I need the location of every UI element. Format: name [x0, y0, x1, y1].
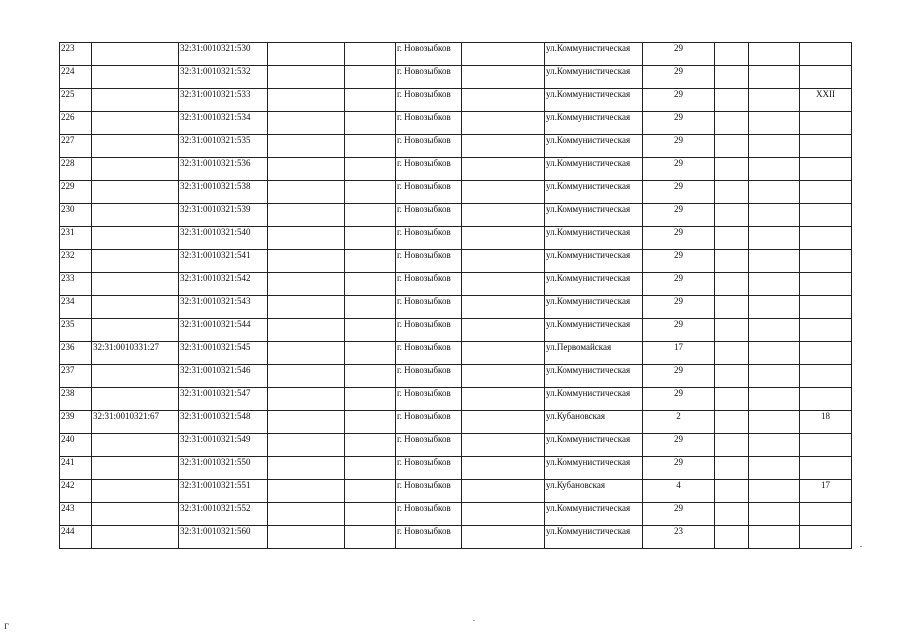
empty-cell — [268, 227, 345, 250]
empty-cell — [462, 480, 545, 503]
table-row — [60, 342, 852, 365]
empty-cell — [268, 365, 345, 388]
row-number: 224 — [60, 66, 92, 89]
empty-cell — [268, 342, 345, 365]
empty-cell — [268, 457, 345, 480]
street-name: ул.Коммунистическая — [545, 250, 643, 273]
cadastral-number: 32:31:0010321:543 — [179, 296, 268, 319]
empty-cell — [715, 204, 749, 227]
table-row — [60, 388, 852, 411]
street-name: ул.Коммунистическая — [545, 388, 643, 411]
extra-value — [800, 388, 852, 411]
city-name: г. Новозыбков — [396, 342, 462, 365]
house-number: 29 — [643, 43, 715, 66]
empty-cell — [268, 250, 345, 273]
table-row — [60, 296, 852, 319]
cadastral-number: 32:31:0010321:552 — [179, 503, 268, 526]
empty-cell — [268, 135, 345, 158]
extra-value — [800, 457, 852, 480]
extra-value — [800, 342, 852, 365]
house-number: 29 — [643, 319, 715, 342]
house-number: 2 — [643, 411, 715, 434]
extra-value — [800, 250, 852, 273]
empty-cell — [715, 181, 749, 204]
cadastral-number: 32:31:0010321:549 — [179, 434, 268, 457]
table-row — [60, 43, 852, 66]
empty-cell — [345, 135, 396, 158]
street-name: ул.Коммунистическая — [545, 365, 643, 388]
empty-cell — [749, 296, 800, 319]
row-number: 242 — [60, 480, 92, 503]
extra-value — [800, 273, 852, 296]
empty-cell — [462, 411, 545, 434]
cadastral-number: 32:31:0010321:536 — [179, 158, 268, 181]
row-number: 230 — [60, 204, 92, 227]
empty-cell — [345, 296, 396, 319]
city-name: г. Новозыбков — [396, 365, 462, 388]
empty-cell — [345, 319, 396, 342]
empty-cell — [268, 181, 345, 204]
row-number: 237 — [60, 365, 92, 388]
empty-cell — [345, 342, 396, 365]
city-name: г. Новозыбков — [396, 204, 462, 227]
city-name: г. Новозыбков — [396, 273, 462, 296]
street-name: ул.Коммунистическая — [545, 181, 643, 204]
street-name: ул.Коммунистическая — [545, 526, 643, 549]
extra-value — [800, 112, 852, 135]
cadastral-number: 32:31:0010321:533 — [179, 89, 268, 112]
street-name: ул.Коммунистическая — [545, 503, 643, 526]
cadastral-number: 32:31:0010321:530 — [179, 43, 268, 66]
empty-cell — [715, 411, 749, 434]
empty-cell — [715, 434, 749, 457]
house-number: 29 — [643, 457, 715, 480]
row-number: 243 — [60, 503, 92, 526]
row-number: 226 — [60, 112, 92, 135]
city-name: г. Новозыбков — [396, 319, 462, 342]
row-number: 240 — [60, 434, 92, 457]
table-row — [60, 503, 852, 526]
cadastral-number: 32:31:0010321:544 — [179, 319, 268, 342]
cadastral-number: 32:31:0010321:560 — [179, 526, 268, 549]
empty-cell — [715, 457, 749, 480]
empty-cell — [345, 503, 396, 526]
old-cadastral-number — [92, 181, 179, 204]
empty-cell — [715, 342, 749, 365]
extra-value: 18 — [800, 411, 852, 434]
city-name: г. Новозыбков — [396, 66, 462, 89]
old-cadastral-number — [92, 365, 179, 388]
cadastral-number: 32:31:0010321:535 — [179, 135, 268, 158]
extra-value — [800, 296, 852, 319]
row-number: 225 — [60, 89, 92, 112]
extra-value — [800, 43, 852, 66]
table-row — [60, 158, 852, 181]
empty-cell — [462, 135, 545, 158]
empty-cell — [749, 365, 800, 388]
empty-cell — [715, 526, 749, 549]
empty-cell — [268, 388, 345, 411]
table-row — [60, 89, 852, 112]
table-row — [60, 457, 852, 480]
row-number: 233 — [60, 273, 92, 296]
empty-cell — [345, 388, 396, 411]
house-number: 29 — [643, 296, 715, 319]
house-number: 23 — [643, 526, 715, 549]
empty-cell — [749, 135, 800, 158]
empty-cell — [345, 365, 396, 388]
cadastral-table — [59, 42, 852, 549]
empty-cell — [462, 342, 545, 365]
street-name: ул.Коммунистическая — [545, 434, 643, 457]
old-cadastral-number — [92, 457, 179, 480]
table-body — [60, 43, 852, 549]
empty-cell — [268, 66, 345, 89]
empty-cell — [345, 112, 396, 135]
table-row — [60, 250, 852, 273]
extra-value — [800, 66, 852, 89]
empty-cell — [462, 227, 545, 250]
cadastral-number: 32:31:0010321:545 — [179, 342, 268, 365]
row-number: 234 — [60, 296, 92, 319]
empty-cell — [715, 480, 749, 503]
extra-value — [800, 181, 852, 204]
empty-cell — [345, 457, 396, 480]
street-name: ул.Коммунистическая — [545, 135, 643, 158]
empty-cell — [268, 43, 345, 66]
old-cadastral-number — [92, 204, 179, 227]
old-cadastral-number: 32:31:0010321:67 — [92, 411, 179, 434]
cadastral-number: 32:31:0010321:551 — [179, 480, 268, 503]
table-row — [60, 227, 852, 250]
old-cadastral-number — [92, 434, 179, 457]
cadastral-number: 32:31:0010321:534 — [179, 112, 268, 135]
city-name: г. Новозыбков — [396, 250, 462, 273]
extra-value — [800, 158, 852, 181]
city-name: г. Новозыбков — [396, 112, 462, 135]
house-number: 4 — [643, 480, 715, 503]
old-cadastral-number — [92, 227, 179, 250]
empty-cell — [715, 158, 749, 181]
street-name: ул.Кубановская — [545, 480, 643, 503]
city-name: г. Новозыбков — [396, 158, 462, 181]
cadastral-number: 32:31:0010321:540 — [179, 227, 268, 250]
empty-cell — [268, 319, 345, 342]
old-cadastral-number — [92, 158, 179, 181]
empty-cell — [715, 112, 749, 135]
empty-cell — [749, 89, 800, 112]
extra-value — [800, 227, 852, 250]
table-row — [60, 135, 852, 158]
street-name: ул.Коммунистическая — [545, 89, 643, 112]
empty-cell — [462, 89, 545, 112]
empty-cell — [749, 411, 800, 434]
extra-value — [800, 503, 852, 526]
empty-cell — [462, 457, 545, 480]
empty-cell — [268, 89, 345, 112]
row-number: 228 — [60, 158, 92, 181]
old-cadastral-number — [92, 112, 179, 135]
street-name: ул.Коммунистическая — [545, 227, 643, 250]
old-cadastral-number — [92, 526, 179, 549]
empty-cell — [462, 181, 545, 204]
empty-cell — [749, 66, 800, 89]
table-row — [60, 181, 852, 204]
empty-cell — [345, 411, 396, 434]
row-number: 236 — [60, 342, 92, 365]
margin-mark: г — [4, 618, 9, 632]
table-row — [60, 434, 852, 457]
empty-cell — [462, 66, 545, 89]
house-number: 29 — [643, 89, 715, 112]
extra-value: 17 — [800, 480, 852, 503]
empty-cell — [715, 135, 749, 158]
empty-cell — [268, 503, 345, 526]
empty-cell — [462, 112, 545, 135]
extra-value — [800, 526, 852, 549]
house-number: 29 — [643, 204, 715, 227]
empty-cell — [462, 43, 545, 66]
house-number: 29 — [643, 135, 715, 158]
empty-cell — [268, 411, 345, 434]
old-cadastral-number — [92, 480, 179, 503]
cadastral-number: 32:31:0010321:546 — [179, 365, 268, 388]
city-name: г. Новозыбков — [396, 296, 462, 319]
street-name: ул.Коммунистическая — [545, 112, 643, 135]
table-row — [60, 480, 852, 503]
extra-value — [800, 135, 852, 158]
house-number: 29 — [643, 434, 715, 457]
city-name: г. Новозыбков — [396, 503, 462, 526]
empty-cell — [749, 43, 800, 66]
row-number: 227 — [60, 135, 92, 158]
house-number: 29 — [643, 227, 715, 250]
city-name: г. Новозыбков — [396, 227, 462, 250]
row-number: 241 — [60, 457, 92, 480]
empty-cell — [462, 273, 545, 296]
empty-cell — [345, 227, 396, 250]
empty-cell — [462, 365, 545, 388]
empty-cell — [345, 204, 396, 227]
empty-cell — [715, 503, 749, 526]
table-row — [60, 319, 852, 342]
cadastral-number: 32:31:0010321:538 — [179, 181, 268, 204]
empty-cell — [462, 250, 545, 273]
empty-cell — [749, 434, 800, 457]
house-number: 17 — [643, 342, 715, 365]
empty-cell — [749, 503, 800, 526]
empty-cell — [268, 273, 345, 296]
empty-cell — [462, 388, 545, 411]
old-cadastral-number — [92, 43, 179, 66]
row-number: 223 — [60, 43, 92, 66]
table-row — [60, 273, 852, 296]
row-number: 231 — [60, 227, 92, 250]
table-row — [60, 112, 852, 135]
row-number: 239 — [60, 411, 92, 434]
house-number: 29 — [643, 365, 715, 388]
old-cadastral-number: 32:31:0010331:27 — [92, 342, 179, 365]
empty-cell — [715, 66, 749, 89]
house-number: 29 — [643, 66, 715, 89]
empty-cell — [345, 66, 396, 89]
house-number: 29 — [643, 158, 715, 181]
empty-cell — [749, 273, 800, 296]
table-row — [60, 204, 852, 227]
old-cadastral-number — [92, 250, 179, 273]
street-name: ул.Коммунистическая — [545, 204, 643, 227]
empty-cell — [715, 296, 749, 319]
table-row — [60, 526, 852, 549]
house-number: 29 — [643, 250, 715, 273]
empty-cell — [715, 365, 749, 388]
empty-cell — [345, 250, 396, 273]
city-name: г. Новозыбков — [396, 480, 462, 503]
empty-cell — [462, 503, 545, 526]
street-name: ул.Коммунистическая — [545, 43, 643, 66]
city-name: г. Новозыбков — [396, 388, 462, 411]
street-name: ул.Коммунистическая — [545, 457, 643, 480]
old-cadastral-number — [92, 296, 179, 319]
city-name: г. Новозыбков — [396, 457, 462, 480]
empty-cell — [749, 319, 800, 342]
cadastral-number: 32:31:0010321:547 — [179, 388, 268, 411]
old-cadastral-number — [92, 135, 179, 158]
old-cadastral-number — [92, 388, 179, 411]
old-cadastral-number — [92, 319, 179, 342]
empty-cell — [462, 319, 545, 342]
scan-speck — [860, 546, 862, 547]
empty-cell — [749, 250, 800, 273]
row-number: 232 — [60, 250, 92, 273]
empty-cell — [749, 388, 800, 411]
cadastral-number: 32:31:0010321:532 — [179, 66, 268, 89]
cadastral-number: 32:31:0010321:548 — [179, 411, 268, 434]
row-number: 235 — [60, 319, 92, 342]
empty-cell — [715, 227, 749, 250]
street-name: ул.Коммунистическая — [545, 66, 643, 89]
empty-cell — [462, 296, 545, 319]
street-name: ул.Кубановская — [545, 411, 643, 434]
old-cadastral-number — [92, 503, 179, 526]
street-name: ул.Коммунистическая — [545, 319, 643, 342]
empty-cell — [268, 526, 345, 549]
empty-cell — [268, 204, 345, 227]
scan-speck — [473, 620, 475, 621]
old-cadastral-number — [92, 273, 179, 296]
empty-cell — [345, 434, 396, 457]
street-name: ул.Коммунистическая — [545, 158, 643, 181]
empty-cell — [749, 227, 800, 250]
empty-cell — [345, 89, 396, 112]
city-name: г. Новозыбков — [396, 411, 462, 434]
empty-cell — [749, 480, 800, 503]
row-number: 238 — [60, 388, 92, 411]
city-name: г. Новозыбков — [396, 434, 462, 457]
house-number: 29 — [643, 181, 715, 204]
table-row — [60, 411, 852, 434]
empty-cell — [715, 273, 749, 296]
empty-cell — [749, 457, 800, 480]
table-row — [60, 66, 852, 89]
house-number: 29 — [643, 112, 715, 135]
empty-cell — [749, 342, 800, 365]
empty-cell — [345, 480, 396, 503]
empty-cell — [462, 434, 545, 457]
empty-cell — [749, 204, 800, 227]
empty-cell — [268, 480, 345, 503]
city-name: г. Новозыбков — [396, 43, 462, 66]
empty-cell — [268, 158, 345, 181]
empty-cell — [462, 526, 545, 549]
city-name: г. Новозыбков — [396, 89, 462, 112]
extra-value: XXII — [800, 89, 852, 112]
empty-cell — [345, 158, 396, 181]
house-number: 29 — [643, 388, 715, 411]
city-name: г. Новозыбков — [396, 135, 462, 158]
empty-cell — [268, 112, 345, 135]
street-name: ул.Первомайская — [545, 342, 643, 365]
city-name: г. Новозыбков — [396, 526, 462, 549]
street-name: ул.Коммунистическая — [545, 273, 643, 296]
empty-cell — [462, 204, 545, 227]
house-number: 29 — [643, 503, 715, 526]
row-number: 229 — [60, 181, 92, 204]
empty-cell — [715, 250, 749, 273]
empty-cell — [749, 112, 800, 135]
old-cadastral-number — [92, 66, 179, 89]
empty-cell — [749, 526, 800, 549]
empty-cell — [715, 43, 749, 66]
house-number: 29 — [643, 273, 715, 296]
empty-cell — [268, 434, 345, 457]
table-row — [60, 365, 852, 388]
city-name: г. Новозыбков — [396, 181, 462, 204]
old-cadastral-number — [92, 89, 179, 112]
empty-cell — [345, 526, 396, 549]
extra-value — [800, 204, 852, 227]
row-number: 244 — [60, 526, 92, 549]
extra-value — [800, 365, 852, 388]
empty-cell — [268, 296, 345, 319]
cadastral-number: 32:31:0010321:539 — [179, 204, 268, 227]
cadastral-number: 32:31:0010321:542 — [179, 273, 268, 296]
extra-value — [800, 434, 852, 457]
street-name: ул.Коммунистическая — [545, 296, 643, 319]
cadastral-number: 32:31:0010321:541 — [179, 250, 268, 273]
empty-cell — [715, 388, 749, 411]
empty-cell — [345, 181, 396, 204]
cadastral-number: 32:31:0010321:550 — [179, 457, 268, 480]
empty-cell — [749, 181, 800, 204]
empty-cell — [715, 89, 749, 112]
empty-cell — [345, 43, 396, 66]
empty-cell — [749, 158, 800, 181]
extra-value — [800, 319, 852, 342]
empty-cell — [345, 273, 396, 296]
empty-cell — [462, 158, 545, 181]
empty-cell — [715, 319, 749, 342]
